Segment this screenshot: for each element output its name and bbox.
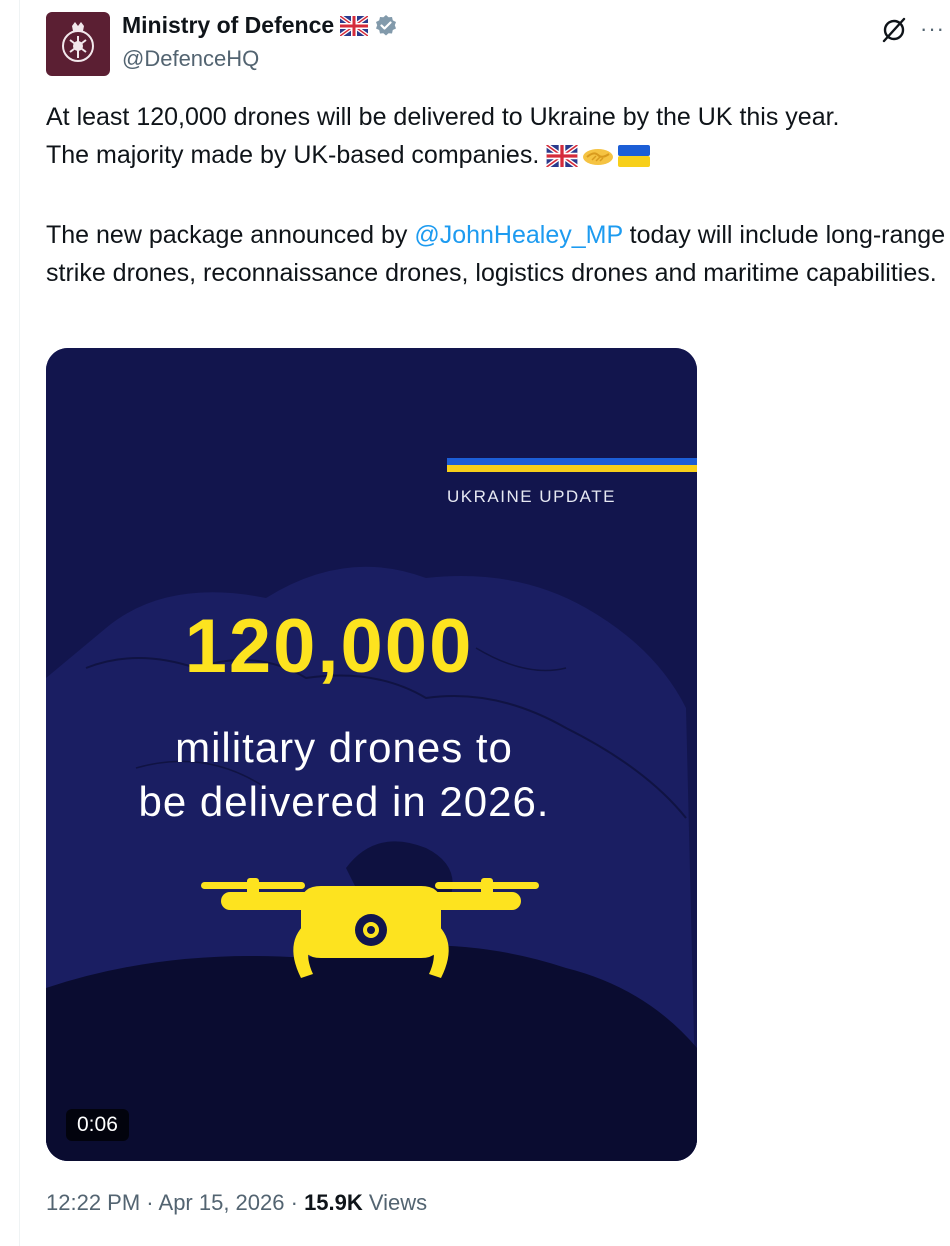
views-count: 15.9K [304, 1190, 363, 1215]
tweet-time[interactable]: 12:22 PM [46, 1190, 141, 1215]
ukraine-stripe-blue [447, 458, 697, 465]
tweet-date[interactable]: Apr 15, 2026 [158, 1190, 285, 1215]
tweet-text [46, 98, 946, 292]
timeline-border [19, 0, 20, 1246]
meta-separator: · [140, 1190, 159, 1215]
tweet-line-2 [46, 136, 946, 178]
author-name-row[interactable] [122, 12, 398, 39]
tweet-paragraph-2 [46, 216, 946, 292]
tweet-line-2-text: The majority made by UK-based companies. [46, 141, 540, 169]
verified-badge-icon[interactable] [374, 14, 398, 38]
grok-icon[interactable] [880, 16, 908, 44]
author-handle[interactable]: @DefenceHQ [122, 46, 260, 71]
ukraine-flag-icon [618, 140, 650, 178]
tweet-para2-before: The new package announced by [46, 221, 415, 249]
uk-flag-icon [340, 16, 368, 36]
caption-line-2: be delivered in 2026. [138, 778, 550, 825]
uk-flag-icon [546, 140, 578, 178]
drone-icon [201, 878, 541, 988]
author-name[interactable]: Ministry of Defence [122, 12, 335, 38]
update-label: UKRAINE UPDATE [447, 487, 616, 506]
meta-separator: · [284, 1190, 305, 1215]
tweet-line-1: At least 120,000 drones will be delivered to Ukraine by the UK this year. [46, 103, 840, 131]
caption-line-1: military drones to [175, 724, 513, 771]
ukraine-stripe-yellow [447, 465, 697, 472]
avatar[interactable] [46, 12, 110, 76]
video-player[interactable] [46, 348, 697, 1161]
headline-number: 120,000 [184, 604, 474, 689]
video-duration: 0:06 [66, 1109, 129, 1141]
mention-link[interactable]: @JohnHealey_MP [414, 221, 623, 249]
tweet-para2-after: today will include long-range strike drones, reconnaissance drones, logistics drones and maritime capabilities. [46, 221, 946, 287]
headline-caption [46, 721, 697, 829]
more-options-icon[interactable]: ··· [920, 16, 945, 41]
mod-crest-icon [56, 18, 100, 70]
tweet-meta [46, 1190, 427, 1216]
handshake-icon [582, 140, 614, 178]
views-label: Views [362, 1190, 428, 1215]
